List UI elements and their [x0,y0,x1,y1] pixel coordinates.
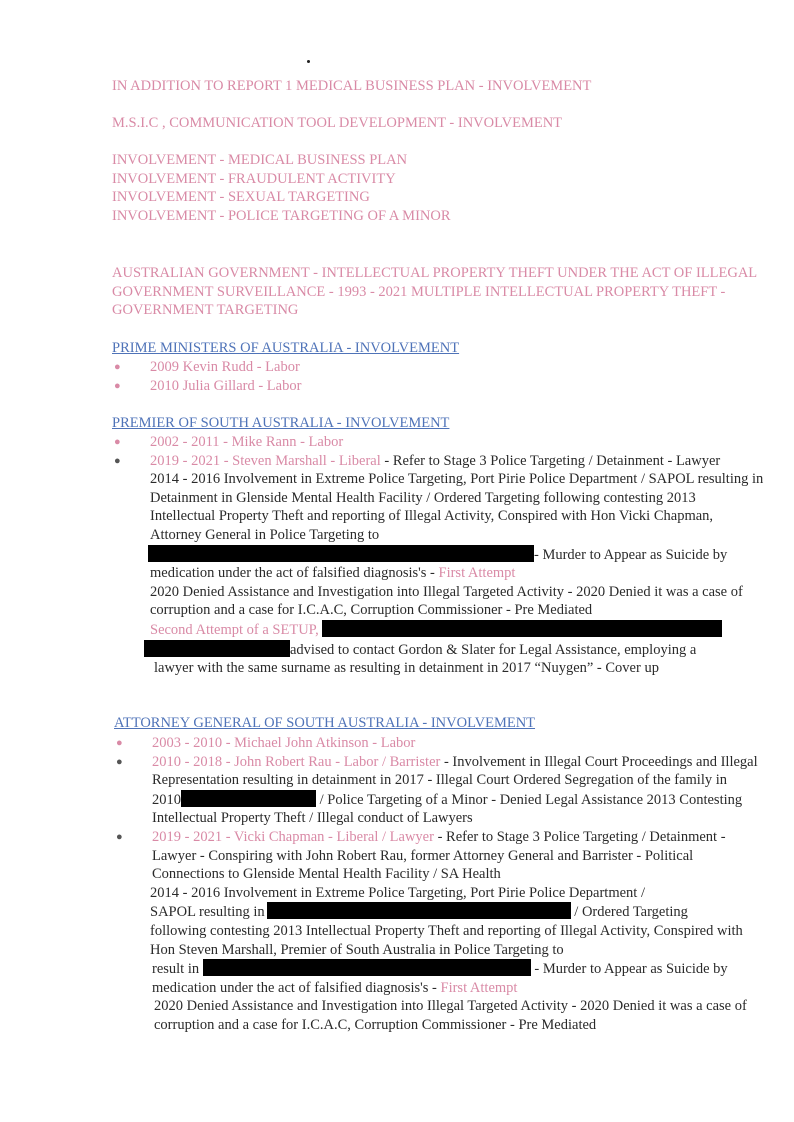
premier-list [112,433,764,678]
redaction-block [203,959,531,976]
scan-speck [307,60,310,63]
pm-list [112,358,762,395]
redaction-block [181,790,316,807]
premier-heading: PREMIER OF SOUTH AUSTRALIA - INVOLVEMENT [112,415,450,431]
list-item: ● 2003 - 2010 - Michael John Atkinson - Labor [116,735,416,751]
premier-paragraph-5: Second Attempt of a SETUP, [150,620,764,640]
list-item: ● 2002 - 2011 - Mike Rann - Labor [114,434,344,450]
bullet-icon: ● [116,830,123,843]
intro-line-2: M.S.I.C , COMMUNICATION TOOL DEVELOPMENT - INVOLVEMENT [112,115,563,131]
ag-heading: ATTORNEY GENERAL OF SOUTH AUSTRALIA - INVOLVEMENT [114,715,536,731]
ag-paragraph-1: 2014 - 2016 Involvement in Extreme Police Targeting, Port Pirie Police Department / [150,884,645,901]
redaction-block [267,902,571,919]
involvement-item: INVOLVEMENT - FRAUDULENT ACTIVITY [112,170,396,187]
redaction-block [148,545,534,562]
ag-paragraph-3: following contesting 2013 Intellectual Property Theft and reporting of Illegal Activity, Conspired with Hon Steven Marshall, Premier of South Australia in Police Targeting to [150,922,743,958]
government-paragraph: AUSTRALIAN GOVERNMENT - INTELLECTUAL PROPERTY THEFT UNDER THE ACT OF ILLEGAL GOVERNMENT SURVEILLANCE - 1993 - 2021 MULTIPLE INTELLECTUAL PROPERTY THEFT - GOVERNMENT TARGETING [112,265,757,319]
ag-paragraph-2: SAPOL resulting in / Ordered Targeting [150,904,688,921]
list-item: ● 2019 - 2021 - Steven Marshall - Liberal - Refer to Stage 3 Police Targeting / Detainment - Lawyer [114,452,721,469]
pm-heading: PRIME MINISTERS OF AUSTRALIA - INVOLVEMENT [112,340,460,356]
premier-paragraph-6: advised to contact Gordon & Slater for Legal Assistance, employing a [144,640,764,660]
involvement-item: INVOLVEMENT - SEXUAL TARGETING [112,189,370,206]
list-item: ● 2010 - 2018 - John Robert Rau - Labor / Barrister - Involvement in Illegal Court Proceedings and Illegal Representation resulting in detainment in 2017 - Illegal Court Ordered Segregation of the family in 2010 / Police Targeting of a Minor - Denied Legal Assistance 2013 Contesting Intellectual Property Theft / Illegal conduct of Lawyers [116,753,758,827]
bullet-icon: ● [114,379,121,392]
intro-line-1: IN ADDITION TO REPORT 1 MEDICAL BUSINESS PLAN - INVOLVEMENT [112,78,592,94]
list-item: ● 2019 - 2021 - Vicki Chapman - Liberal / Lawyer - Refer to Stage 3 Police Targeting / Detainment - Lawyer - Conspiring with John Robert Rau, former Attorney General and Barrister - Political Connections to Glenside Mental Health Facility / SA Health [116,828,726,883]
premier-paragraph-1: 2014 - 2016 Involvement in Extreme Police Targeting, Port Pirie Police Department / SAPOL resulting in Detainment in Glenside Mental Health Facility / Ordered Targeting following contesting 2013 Intellectual Property Theft and reporting of Illegal Activity, Conspired with Hon Vicki Chapman, Attorney General in Police Targeting to [150,471,764,543]
bullet-icon: ● [114,361,121,373]
premier-paragraph-7: lawyer with the same surname as resulting in detainment in 2017 “Nuygen” - Cover up [154,660,659,677]
premier-paragraph-3: medication under the act of falsified diagnosis's - First Attempt [150,565,516,582]
bullet-icon: ● [114,454,121,467]
bullet-icon: ● [114,436,121,448]
ag-list [114,734,759,1035]
ag-paragraph-6: 2020 Denied Assistance and Investigation into Illegal Targeted Activity - 2020 Denied it was a case of corruption and a case for I.C.A.C, Corruption Commissioner - Pre Mediated [154,998,747,1033]
premier-paragraph-2: - Murder to Appear as Suicide by [148,545,764,565]
involvement-item: INVOLVEMENT - MEDICAL BUSINESS PLAN [112,152,408,168]
ag-paragraph-4: result in - Murder to Appear as Suicide by [152,961,728,978]
list-item: ● 2009 Kevin Rudd - Labor [114,359,300,375]
ag-paragraph-5: medication under the act of falsified diagnosis's - First Attempt [152,979,518,996]
list-item: ● 2010 Julia Gillard - Labor [114,377,302,394]
premier-paragraph-4: 2020 Denied Assistance and Investigation into Illegal Targeted Activity - 2020 Denied it was a case of corruption and a case for I.C.A.C, Corruption Commissioner - Pre Mediated [150,583,743,619]
redaction-block [144,640,290,657]
involvement-item: INVOLVEMENT - POLICE TARGETING OF A MINOR [112,207,451,224]
redaction-block [322,620,722,637]
involvement-list [112,151,772,225]
bullet-icon: ● [116,755,123,768]
bullet-icon: ● [116,737,123,749]
